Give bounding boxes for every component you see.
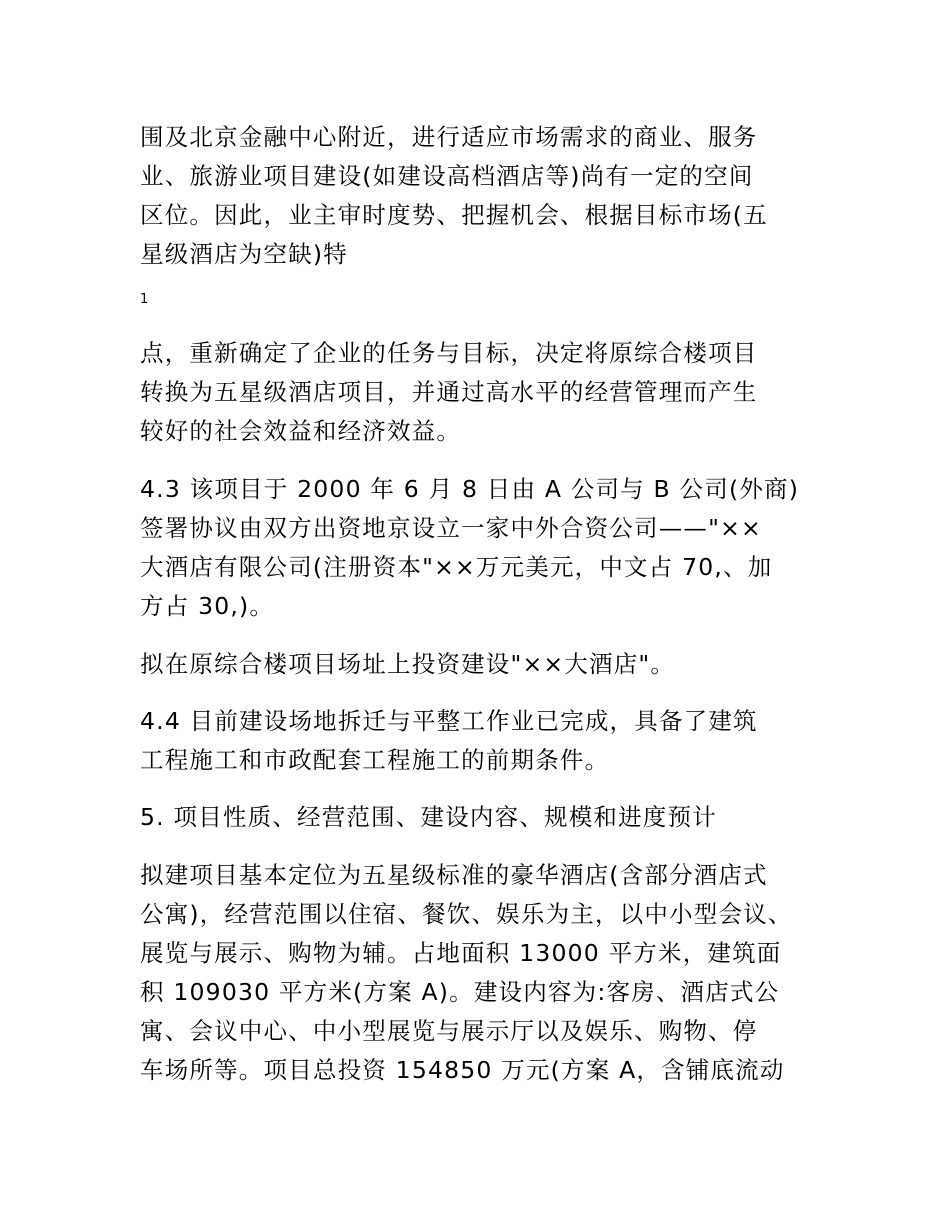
text-line: 拟在原综合楼项目场址上投资建设"××大酒店"。 xyxy=(140,650,676,678)
text-line: 大酒店有限公司(注册资本"××万元美元，中文占 70,、加 xyxy=(140,553,773,581)
text-line: 拟建项目基本定位为五星级标准的豪华酒店(含部分酒店式 xyxy=(140,861,768,889)
text-line: 积 109030 平方米(方案 A)。建设内容为:客房、酒店式公 xyxy=(140,978,780,1006)
page-number: 1 xyxy=(140,292,149,307)
paragraph-market-context xyxy=(140,118,830,274)
paragraph-site-investment xyxy=(140,645,830,684)
paragraph-4-3-joint-venture xyxy=(140,470,830,626)
paragraph-project-scope xyxy=(140,856,830,1090)
paragraph-4-4-site-ready xyxy=(140,702,830,780)
text-line: 星级酒店为空缺)特 xyxy=(140,240,348,268)
text-line: 转换为五星级酒店项目，并通过高水平的经营管理而产生 xyxy=(140,378,758,406)
text-line: 较好的社会效益和经济效益。 xyxy=(140,417,462,445)
text-line: 4.4 目前建设场地拆迁与平整工作业已完成，具备了建筑 xyxy=(140,707,758,735)
text-line: 车场所等。项目总投资 154850 万元(方案 A，含铺底流动 xyxy=(140,1056,785,1084)
text-line: 4.3 该项目于 2000 年 6 月 8 日由 A 公司与 B 公司(外商) xyxy=(140,475,800,503)
text-line: 围及北京金融中心附近，进行适应市场需求的商业、服务 xyxy=(140,123,758,151)
text-line: 工程施工和市政配套工程施工的前期条件。 xyxy=(140,746,610,774)
paragraph-project-conversion xyxy=(140,334,830,451)
text-line: 展览与展示、购物为辅。占地面积 13000 平方米，建筑面 xyxy=(140,939,782,967)
text-line: 5. 项目性质、经营范围、建设内容、规模和进度预计 xyxy=(140,803,717,831)
text-line: 公寓)，经营范围以住宿、餐饮、娱乐为主，以中小型会议、 xyxy=(140,900,793,928)
text-line: 寓、会议中心、中小型展览与展示厅以及娱乐、购物、停 xyxy=(140,1017,758,1045)
text-line: 签署协议由双方出资地京设立一家中外合资公司——"×× xyxy=(140,514,762,542)
text-line: 业、旅游业项目建设(如建设高档酒店等)尚有一定的空间 xyxy=(140,162,754,190)
text-line: 方占 30,)。 xyxy=(140,592,275,620)
text-line: 区位。因此，业主审时度势、把握机会、根据目标市场(五 xyxy=(140,201,768,229)
section-heading-5 xyxy=(140,798,830,837)
text-line: 点，重新确定了企业的任务与目标，决定将原综合楼项目 xyxy=(140,339,758,367)
